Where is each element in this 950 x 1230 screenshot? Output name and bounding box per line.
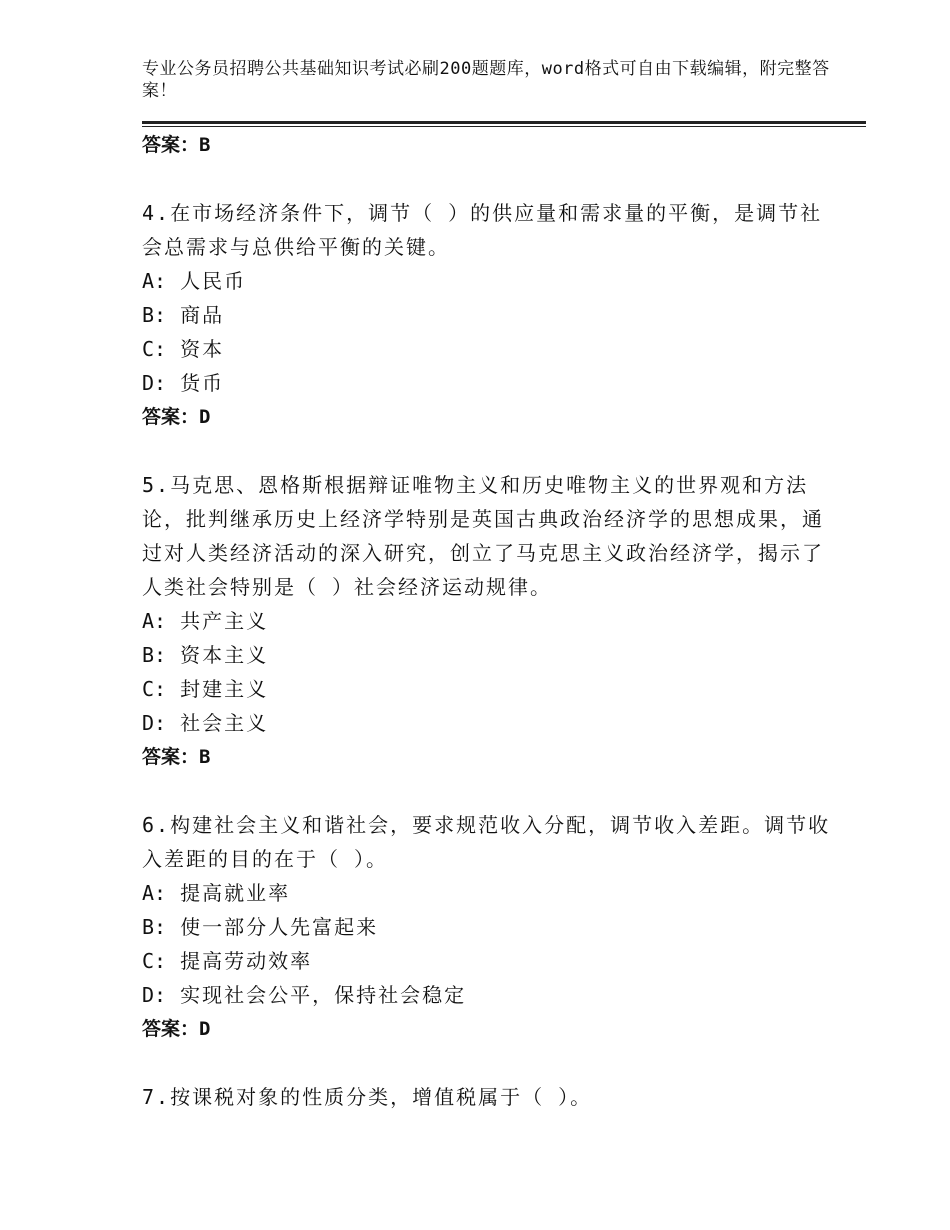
option-a: A: 提高就业率 <box>142 881 291 905</box>
spacer <box>142 774 832 808</box>
spacer <box>142 434 832 468</box>
answer: 答案：B <box>142 746 211 768</box>
option-c: C: 提高劳动效率 <box>142 949 313 973</box>
option-b: B: 商品 <box>142 303 225 327</box>
option-b: B: 资本主义 <box>142 643 269 667</box>
previous-answer: 答案：B <box>142 134 211 156</box>
answer: 答案：D <box>142 406 211 428</box>
option-a: A: 共产主义 <box>142 609 269 633</box>
header-rule-thin <box>142 126 866 127</box>
spacer <box>142 1046 832 1080</box>
option-d: D: 货币 <box>142 371 225 395</box>
question-stem: 7.按课税对象的性质分类，增值税属于（ ）。 <box>142 1085 593 1109</box>
option-d: D: 社会主义 <box>142 711 269 735</box>
option-c: C: 封建主义 <box>142 677 269 701</box>
spacer <box>142 162 832 196</box>
option-b: B: 使一部分人先富起来 <box>142 915 379 939</box>
question-content <box>142 128 832 1114</box>
header-rule-thick <box>142 121 866 124</box>
answer: 答案：D <box>142 1018 211 1040</box>
option-a: A: 人民币 <box>142 269 247 293</box>
option-d: D: 实现社会公平，保持社会稳定 <box>142 983 467 1007</box>
page-header: 专业公务员招聘公共基础知识考试必刷200题题库，word格式可自由下载编辑，附完整答案！ <box>142 59 830 101</box>
question-stem: 4.在市场经济条件下，调节（ ）的供应量和需求量的平衡，是调节社会总需求与总供给平衡的关键。 <box>142 201 823 259</box>
question-stem: 6.构建社会主义和谐社会，要求规范收入分配，调节收入差距。调节收入差距的目的在于（ ）。 <box>142 813 831 871</box>
option-c: C: 资本 <box>142 337 225 361</box>
question-stem: 5.马克思、恩格斯根据辩证唯物主义和历史唯物主义的世界观和方法论，批判继承历史上经济学特别是英国古典政治经济学的思想成果，通过对人类经济活动的深入研究，创立了马克思主义政治经济学，揭示了人类社会特别是（ ）社会经济运动规律。 <box>142 473 824 599</box>
